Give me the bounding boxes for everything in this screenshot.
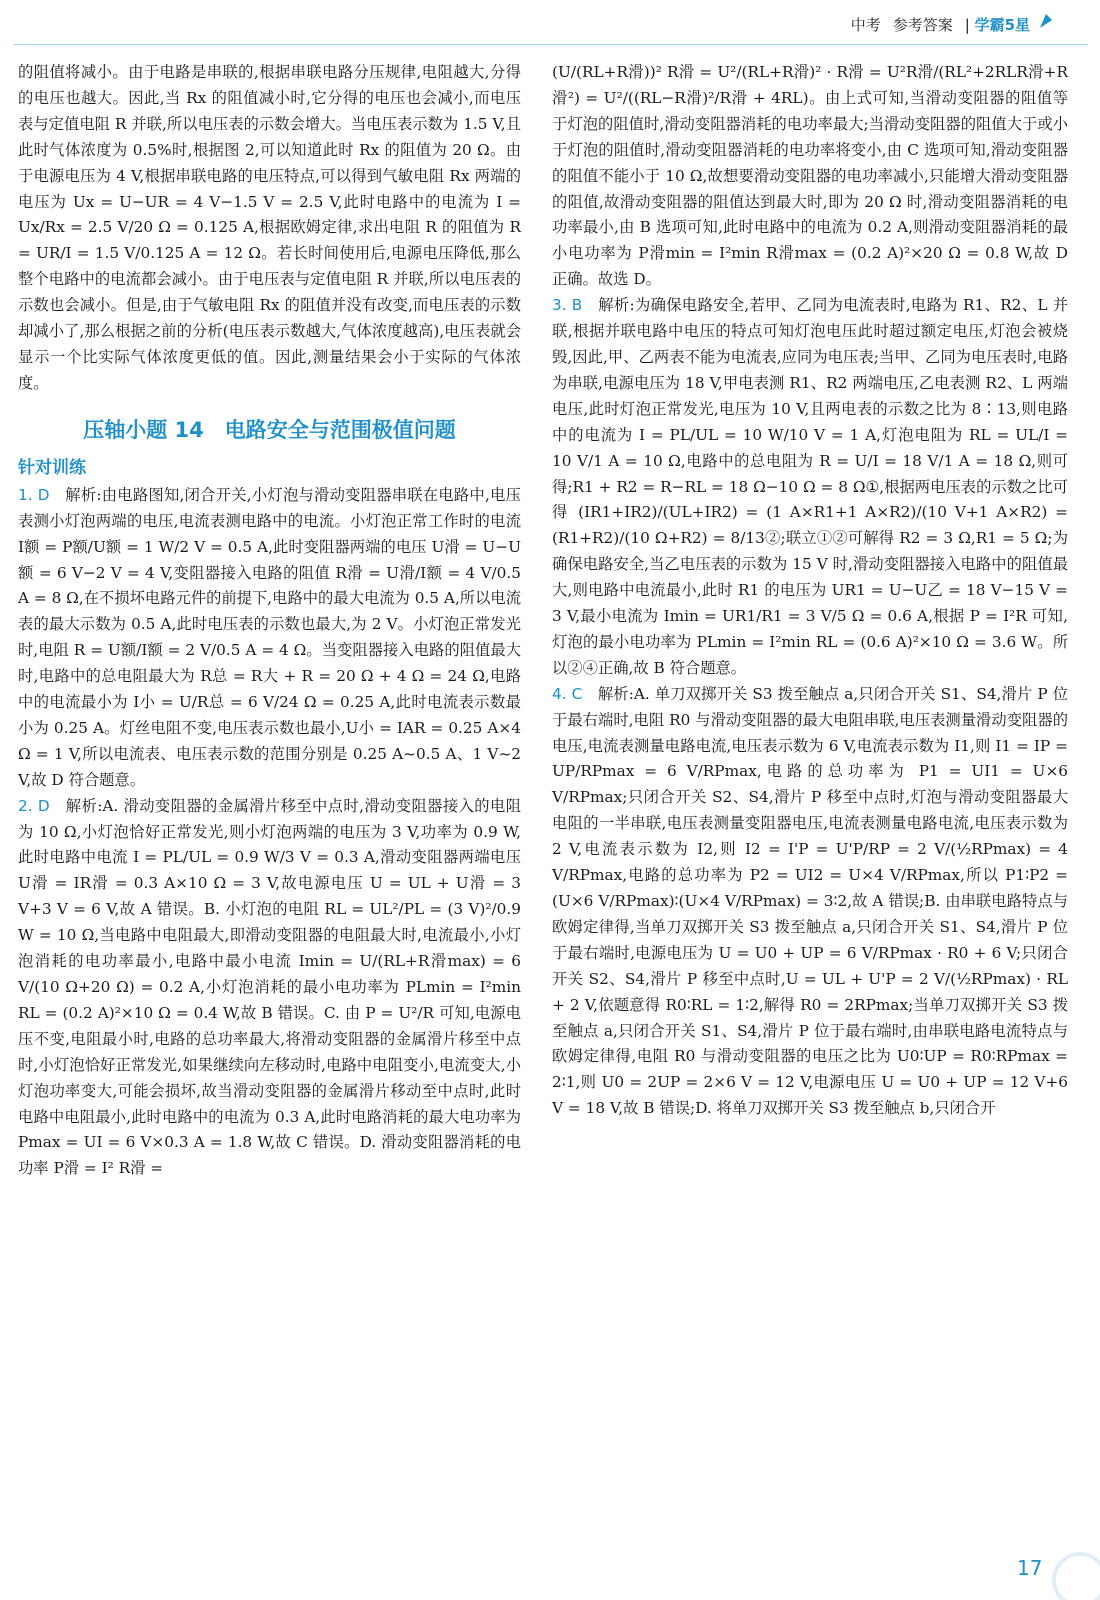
prev-answer-continuation: 的阻值将减小。由于电路是串联的,根据串联电路分压规律,电阻越大,分得的电压也越大。因此,当 Rx 的阻值减小时,它分得的电压也会减小,而电压表与定值电阻 R 并联,所以电压表的示数会增大。当电压表示数为 1.5 V,且此时气体浓度为 0.5%时,根据图 2,可以知道此时 Rx 的阻值为 20 Ω。由于电源电压为 4 V,根据串联电路的电压特点,可以得到气敏电阻 Rx 两端的电压为 Ux = U−UR = 4 V−1.5 V = 2.5 V,此时电路中的电流为 I = Ux/Rx = 2.5 V/20 Ω = 0.125 A,根据欧姆定律,求出电阻 R 的阻值为 R = UR/I = 1.5 V/0.125 A = 12 Ω。若长时间使用后,电源电压降低,那么整个电路中的电流都会减小。由于电压表与定值电阻 R 并联,所以电压表的示数也会减小。但是,由于气敏电阻 Rx 的阻值并没有改变,而电压表的示数却减小了,那么根据之前的分析(电压表示数越大,气体浓度越高),电压表就会显示一个比实际气体浓度更低的值。因此,测量结果会小于实际的气体浓度。: [18, 63, 521, 392]
answer-4: [552, 682, 1068, 1122]
section-title: 压轴小题 14 电路安全与范围极值问题: [83, 417, 456, 442]
sub-title: 针对训练: [18, 457, 86, 478]
answer-3-label: 3. B: [552, 296, 583, 315]
brand-flag-icon: [1036, 10, 1056, 30]
answer-1-text: 解析:由电路图知,闭合开关,小灯泡与滑动变阻器串联在电路中,电压表测小灯泡两端的电压,电流表测电路中的电流。小灯泡正常工作时的电流 I额 = P额/U额 = 1 W/2 V = 0.5 A,此时变阻器两端的电压 U滑 = U−U额 = 6 V−2 V = 4 V,变阻器接入电路的阻值 R滑 = U滑/I额 = 4 V/0.5 A = 8 Ω,在不损坏电路元件的前提下,电路中的最大电流为 0.5 A,所以电流表的最大示数为 0.5 A,此时电压表的示数也最大,为 2 V。小灯泡正常发光时,电阻 R = U额/I额 = 2 V/0.5 A = 4 Ω。当变阻器接入电路的阻值最大时,电路中的总电阻最大为 R总 = R大 + R = 20 Ω + 4 Ω = 24 Ω,电路中的电流最小为 I小 = U/R总 = 6 V/24 Ω = 0.25 A,此时电流表示数最小为 0.25 A。灯丝电阻不变,电压表示数也最小,U小 = IAR = 0.25 A×4 Ω = 1 V,所以电流表、电压表示数的范围分别是 0.25 A~0.5 A、1 V~2 V,故 D 符合题意。: [18, 485, 521, 789]
answer-2-label: 2. D: [18, 796, 50, 815]
answer-4-label: 4. C: [552, 684, 583, 703]
header-brand: 学霸5星: [974, 16, 1030, 34]
corner-watermark-icon: [1040, 1540, 1100, 1600]
answer-1: [18, 483, 521, 794]
answer-3: [552, 293, 1068, 682]
header-rule: [14, 44, 1088, 45]
left-column: [18, 60, 521, 1182]
answer-1-label: 1. D: [18, 485, 50, 504]
header-level: 中考: [850, 16, 881, 34]
page-number: 17: [1017, 1556, 1043, 1580]
answer-3-text: 解析:为确保电路安全,若甲、乙同为电流表时,电路为 R1、R2、L 并联,根据并联电路中电压的特点可知灯泡电压此时超过额定电压,灯泡会被烧毁,因此,甲、乙两表不能为电流表,应同为电压表;当甲、乙同为电压表时,电路为串联,电源电压为 18 V,甲电表测 R1、R2 两端电压,乙电表测 R2、L 两端电压,此时灯泡正常发光,电压为 10 V,且两电表的示数之比为 8∶13,则电路中的电流为 I = PL/UL = 10 W/10 V = 1 A,灯泡电阻为 RL = UL/I = 10 V/1 A = 10 Ω,电路中的总电阻为 R = U/I = 18 V/1 A = 18 Ω,则可得;R1 + R2 = R−RL = 18 Ω−10 Ω = 8 Ω①,根据两电压表的示数之比可得 (IR1+IR2)/(UL+IR2) = (1 A×R1+1 A×R2)/(10 V+1 A×R2) = (R1+R2)/(10 Ω+R2) = 8/13②;联立①②可解得 R2 = 3 Ω,R1 = 5 Ω;为确保电路安全,当乙电压表的示数为 15 V 时,滑动变阻器接入电路中的阻值最大,则电路中电流最小,此时 R1 的电压为 UR1 = U−U乙 = 18 V−15 V = 3 V,最小电流为 Imin = UR1/R1 = 3 V/5 Ω = 0.6 A,根据 P = I²R 可知,灯泡的最小电功率为 PLmin = I²min RL = (0.6 A)²×10 Ω = 3.6 W。所以②④正确,故 B 符合题意。: [552, 296, 1068, 677]
answer-2-text: 解析:A. 滑动变阻器的金属滑片移至中点时,滑动变阻器接入的电阻为 10 Ω,小灯泡恰好正常发光,则小灯泡两端的电压为 3 V,功率为 0.9 W,此时电路中电流 I = PL/UL = 0.9 W/3 V = 0.3 A,滑动变阻器两端电压 U滑 = IR滑 = 0.3 A×10 Ω = 3 V,故电源电压 U = UL + U滑 = 3 V+3 V = 6 V,故 A 错误。B. 小灯泡的电阻 RL = UL²/PL = (3 V)²/0.9 W = 10 Ω,当电路中电阻最大,即滑动变阻器的电阻最大时,电流最小,小灯泡消耗的电功率最小,电路中最小电流 Imin = U/(RL+R滑max) = 6 V/(10 Ω+20 Ω) = 0.2 A,小灯泡消耗的最小电功率为 PLmin = I²min RL = (0.2 A)²×10 Ω = 0.4 W,故 B 错误。C. 由 P = U²/R 可知,电源电压不变,电阻最小时,电路的总功率最大,将滑动变阻器的金属滑片移至中点时,小灯泡恰好正常发光,如果继续向左移动时,电路中电阻变小,电流变大,小灯泡功率变大,可能会损坏,故当滑动变阻器的金属滑片移动至中点时,此时电路中电阻最小,此时电路中的电流为 0.3 A,此时电路消耗的最大电功率为 Pmax = UI = 6 V×0.3 A = 1.8 W,故 C 错误。D. 滑动变阻器消耗的电功率 P滑 = I² R滑 =: [18, 796, 521, 1178]
header-text: [851, 14, 1030, 35]
header-separator: |: [964, 16, 970, 34]
answer-2: [18, 794, 521, 1183]
answer-2-continuation: (U/(RL+R滑))² R滑 = U²/(RL+R滑)² · R滑 = U²R滑/(RL²+2RLR滑+R滑²) = U²/((RL−R滑)²/R滑 + 4RL)。由上式可知,当滑动变阻器的阻值等于灯泡的阻值时,滑动变阻器消耗的电功率最大;当滑动变阻器的阻值大于或小于灯泡的阻值时,滑动变阻器消耗的电功率将变小,由 C 选项可知,滑动变阻器的阻值不能小于 10 Ω,故想要滑动变阻器的电功率减小,只能增大滑动变阻器的阻值,故滑动变阻器的阻值达到最大时,即为 20 Ω 时,滑动变阻器消耗的电功率最小,由 B 选项可知,此时电路中的电流为 0.2 A,则滑动变阻器消耗的最小电功率为 P滑min = I²min R滑max = (0.2 A)²×20 Ω = 0.8 W,故 D 正确。故选 D。: [552, 63, 1068, 289]
answer-4-text: 解析:A. 单刀双掷开关 S3 拨至触点 a,只闭合开关 S1、S4,滑片 P 位于最右端时,电阻 R0 与滑动变阻器的最大电阻串联,电压表测量滑动变阻器的电压,电流表测量电路电流,电压表示数为 6 V,电流表示数为 I1,则 I1 = IP = UP/RPmax = 6 V/RPmax,电路的总功率为 P1 = UI1 = U×6 V/RPmax;只闭合开关 S2、S4,滑片 P 移至中点时,灯泡与滑动变阻器最大电阻的一半串联,电压表测量变阻器电压,电流表测量电路电流,电压表示数为 2 V,电流表示数为 I2,则 I2 = I'P = U'P/RP = 2 V/(½RPmax) = 4 V/RPmax,电路的总功率为 P2 = UI2 = U×4 V/RPmax,所以 P1∶P2 = (U×6 V/RPmax)∶(U×4 V/RPmax) = 3∶2,故 A 错误;B. 由串联电路特点与欧姆定律得,当单刀双掷开关 S3 拨至触点 a,只闭合开关 S1、S4,滑片 P 位于最右端时,电源电压为 U = U0 + UP = 6 V/RPmax · R0 + 6 V;只闭合开关 S2、S4,滑片 P 移至中点时,U = UL + U'P = 2 V/(½RPmax) · RL + 2 V,依题意得 R0∶RL = 1∶2,解得 R0 = 2RPmax;当单刀双掷开关 S3 拨至触点 a,只闭合开关 S1、S4,滑片 P 位于最右端时,由串联电路电流特点与欧姆定律得,电阻 R0 与滑动变阻器的电压之比为 U0∶UP = R0∶RPmax = 2∶1,则 U0 = 2UP = 2×6 V = 12 V,电源电压 U = U0 + UP = 12 V+6 V = 18 V,故 B 错误;D. 将单刀双掷开关 S3 拨至触点 b,只闭合开: [552, 684, 1069, 1118]
page-header: [0, 0, 1100, 54]
right-column: [552, 60, 1068, 1122]
header-section: 参考答案: [892, 16, 953, 34]
